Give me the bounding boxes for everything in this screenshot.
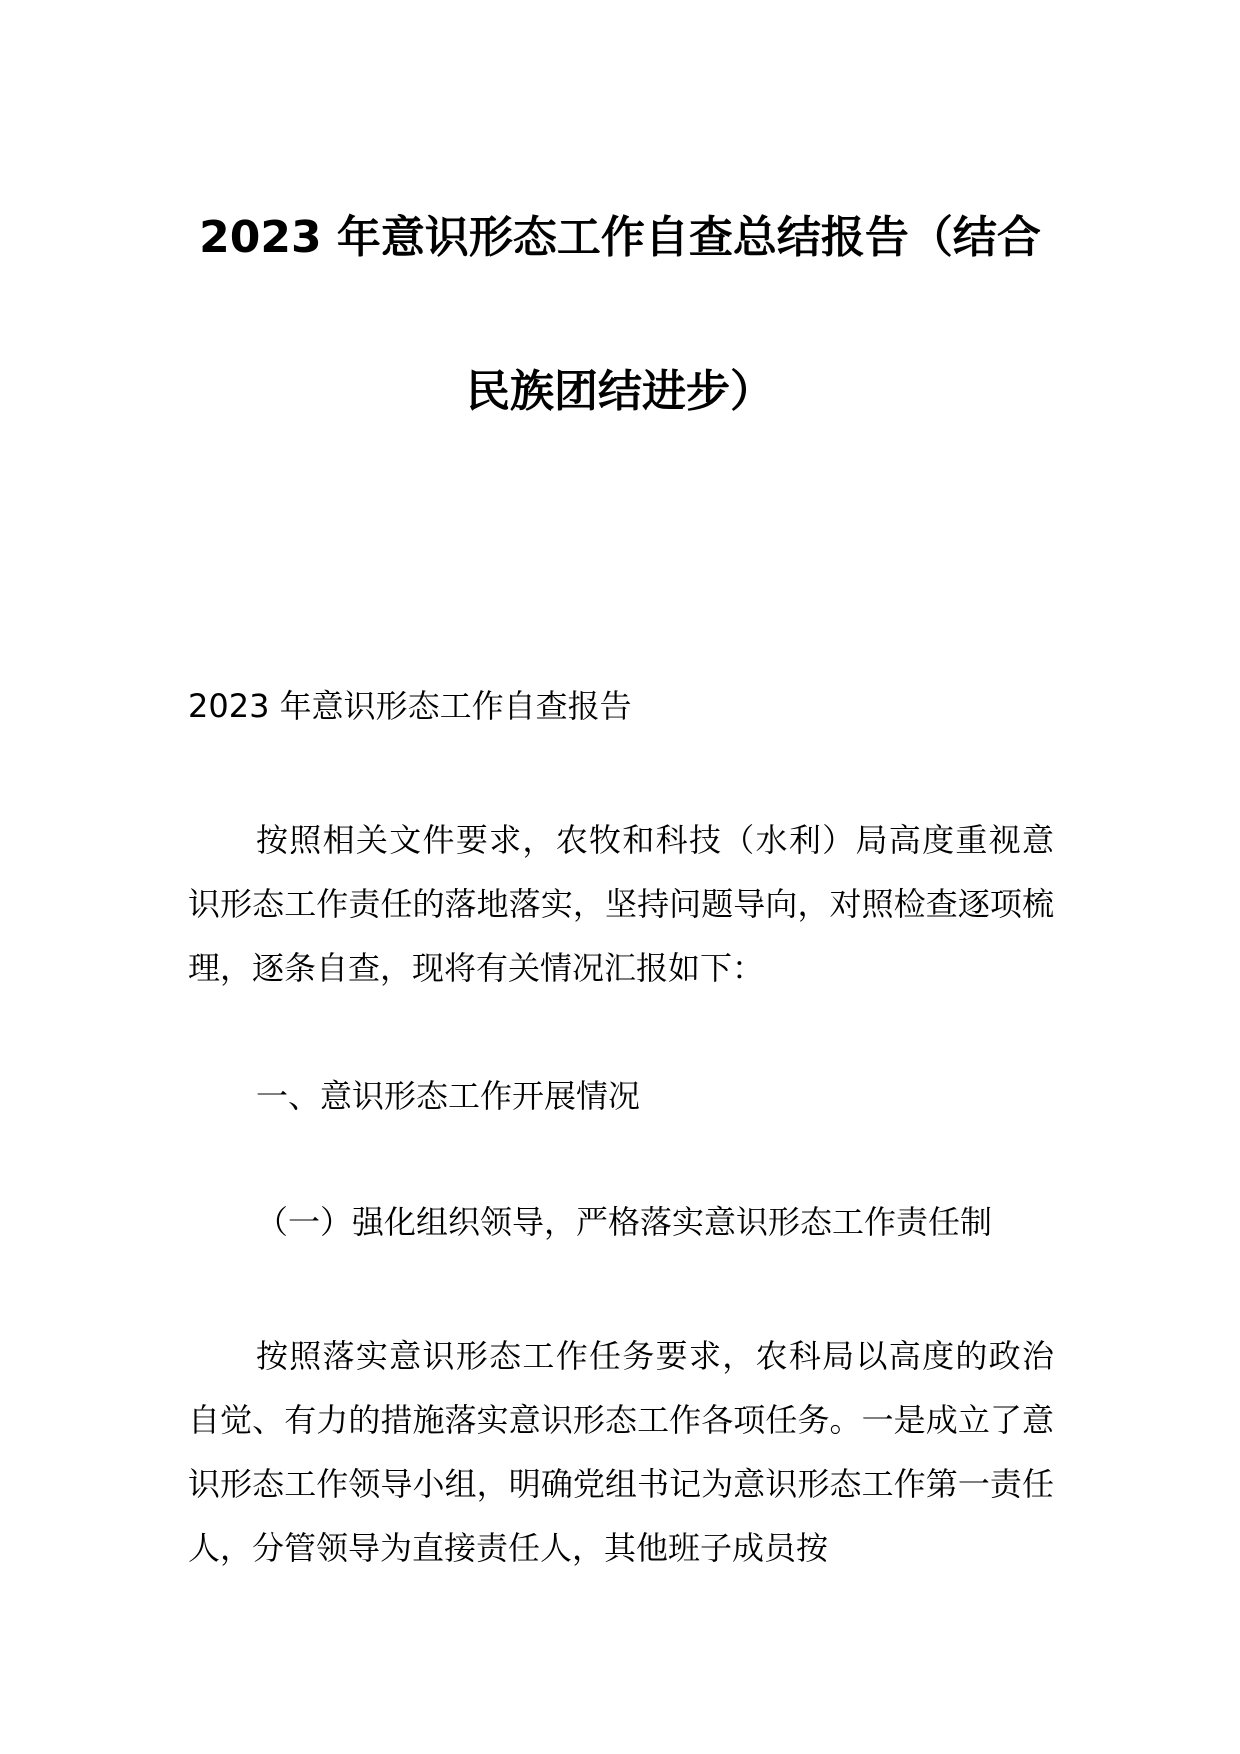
subsection-heading-1: （一）强化组织领导，严格落实意识形态工作责任制 — [256, 1203, 993, 1241]
document-title-line-1: 2023 年意识形态工作自查总结报告（结合 — [199, 212, 1041, 263]
intro-paragraph: 按照相关文件要求，农牧和科技（水利）局高度重视意识形态工作责任的落地落实，坚持问题导向，对照检查逐项梳理，逐条自查，现将有关情况汇报如下： — [188, 821, 1054, 987]
section-heading-1: 一、意识形态工作开展情况 — [256, 1077, 641, 1115]
report-subtitle: 2023 年意识形态工作自查报告 — [188, 687, 632, 725]
body-paragraph-2: 按照落实意识形态工作任务要求，农科局以高度的政治自觉、有力的措施落实意识形态工作各项任务。一是成立了意识形态工作领导小组，明确党组书记为意识形态工作第一责任人，分管领导为直接责任人，其他班子成员按 — [188, 1337, 1054, 1567]
document-title-line-2: 民族团结进步） — [466, 366, 774, 417]
